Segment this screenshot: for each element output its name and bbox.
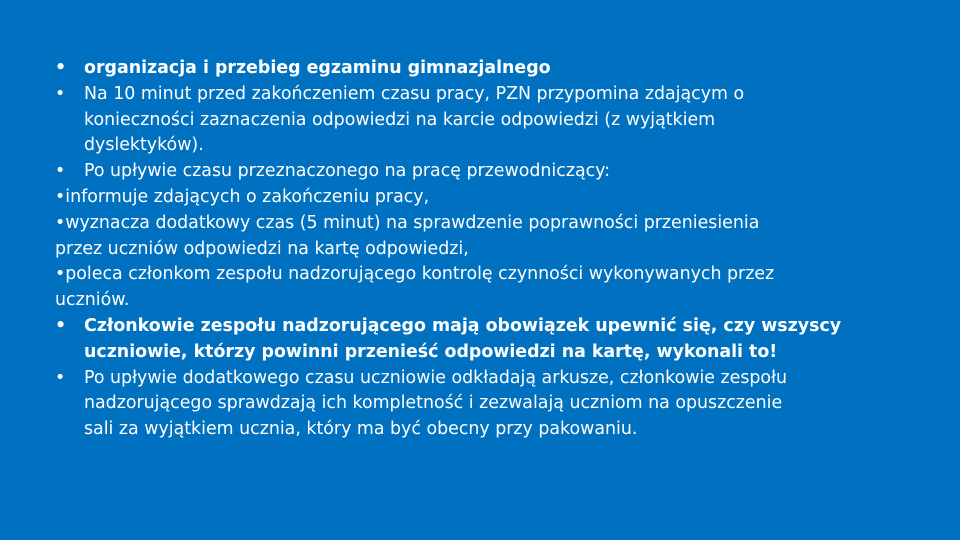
bullet-icon: • [55, 315, 67, 336]
sub-item: •poleca członkom zespołu nadzorującego kontrolę czynności wykonywanych przez [55, 264, 775, 285]
bullet-icon: • [55, 83, 66, 104]
bullet-item: • organizacja i przebieg egzaminu gimnazjalnego [55, 56, 915, 82]
bullet-item-continuation: dyslektyków). [84, 135, 204, 156]
bullet-item: • Po upływie czasu przeznaczonego na pracę przewodniczący: [55, 159, 915, 185]
bullet-icon: • [55, 367, 66, 388]
bullet-item: • Członkowie zespołu nadzorującego mają obowiązek upewnić się, czy wszyscy [55, 314, 915, 340]
bullet-item: • Na 10 minut przed zakończeniem czasu pracy, PZN przypomina zdającym o [55, 82, 915, 108]
bullet-item-continuation: nadzorującego sprawdzają ich kompletność i zezwalają uczniom na opuszczenie [84, 393, 783, 414]
sub-item: •wyznacza dodatkowy czas (5 minut) na sprawdzenie poprawności przeniesienia [55, 212, 760, 233]
bullet-icon: • [55, 161, 66, 182]
bullet-item-continuation: konieczności zaznaczenia odpowiedzi na karcie odpowiedzi (z wyjątkiem [84, 109, 716, 130]
bullet-item-continuation: sali za wyjątkiem ucznia, który ma być obecny przy pakowaniu. [84, 419, 638, 440]
sub-item-continuation: uczniów. [55, 290, 130, 311]
bullet-item-continuation: uczniowie, którzy powinni przenieść odpowiedzi na kartę, wykonali to! [84, 341, 778, 362]
bullet-icon: • [55, 58, 67, 78]
slide-body [55, 56, 915, 443]
bullet-item: • Po upływie dodatkowego czasu uczniowie odkładają arkusze, członkowie zespołu [55, 366, 915, 392]
sub-item-continuation: przez uczniów odpowiedzi na kartę odpowiedzi, [55, 238, 469, 259]
sub-item: •informuje zdających o zakończeniu pracy, [55, 186, 430, 207]
